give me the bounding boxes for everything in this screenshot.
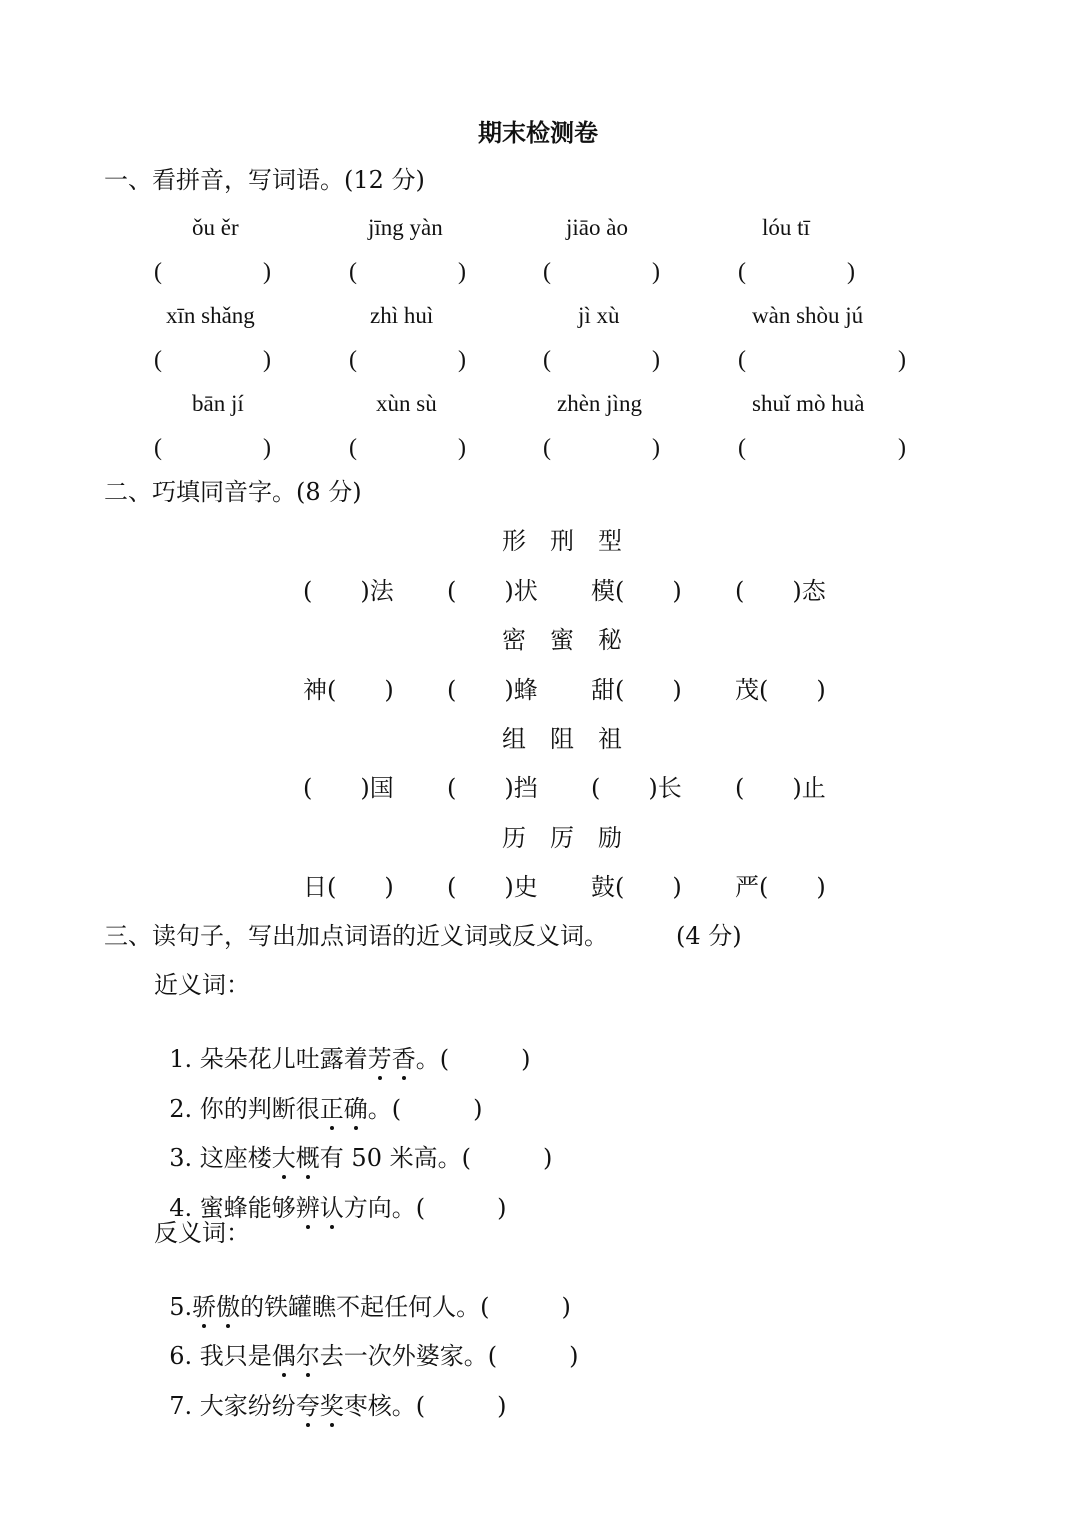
homophone-blank[interactable]: 鼓( ) <box>591 873 682 901</box>
dotted-word <box>296 1392 344 1420</box>
section-3-heading: 三、读句子，写出加点词语的近义词或反义词。 <box>104 922 608 950</box>
answer-blank[interactable]: 枣核。( ) <box>343 1392 507 1420</box>
sentence-text: 6. 我只是 <box>169 1342 272 1370</box>
pinyin-label: shuǐ mò huà <box>752 391 865 416</box>
pinyin-label: jì xù <box>578 303 620 328</box>
dotted-char: 偶 <box>271 1342 296 1370</box>
answer-blank-close: ) <box>898 347 906 373</box>
homophone-blank[interactable]: ( )法 <box>303 577 394 605</box>
dotted-char: 尔 <box>295 1342 320 1370</box>
dotted-char: 辨 <box>295 1194 320 1222</box>
pinyin-label: lóu tī <box>762 215 810 240</box>
homophone-blank[interactable]: ( )蜂 <box>447 676 538 704</box>
homophone-blank[interactable]: ( )态 <box>735 577 826 605</box>
dotted-word <box>296 1194 344 1222</box>
page-title: 期末检测卷 <box>478 118 598 147</box>
homophone-blank[interactable]: ( )挡 <box>447 774 538 802</box>
homophone-blank[interactable]: ( )止 <box>735 774 826 802</box>
section-3-score: (4 分) <box>676 922 742 950</box>
answer-blank-open[interactable]: ( <box>349 435 357 461</box>
antonyms-label: 反义词： <box>154 1219 250 1247</box>
dotted-char: 骄 <box>192 1293 217 1321</box>
pinyin-label: wàn shòu jú <box>752 303 864 328</box>
answer-blank[interactable]: 有 50 米高。( ) <box>319 1144 553 1172</box>
answer-blank-open[interactable]: ( <box>738 259 746 285</box>
sentence-item <box>154 1073 483 1121</box>
answer-blank-open[interactable]: ( <box>349 259 357 285</box>
answer-blank-open[interactable]: ( <box>543 259 551 285</box>
dotted-char: 大 <box>271 1144 296 1172</box>
dotted-char: 香 <box>391 1045 416 1073</box>
answer-blank[interactable]: 去一次外婆家。( ) <box>319 1342 579 1370</box>
answer-blank-close: ) <box>847 259 855 285</box>
dotted-char: 芳 <box>367 1045 392 1073</box>
answer-blank-open[interactable]: ( <box>738 347 746 373</box>
dotted-word <box>320 1095 368 1123</box>
sentence-item <box>154 1023 531 1071</box>
sentence-item <box>154 1370 507 1418</box>
sentence-text: 2. 你的判断很 <box>169 1095 320 1123</box>
sentence-item <box>154 1122 552 1170</box>
homophone-group: 历 厉 励 <box>502 824 622 852</box>
homophone-blank[interactable]: 神( ) <box>303 676 394 704</box>
dotted-char: 概 <box>295 1144 320 1172</box>
pinyin-label: bān jí <box>192 391 244 416</box>
answer-blank-open[interactable]: ( <box>154 259 162 285</box>
homophone-group: 形 刑 型 <box>502 527 622 555</box>
answer-blank-close: ) <box>458 259 466 285</box>
pinyin-label: zhì huì <box>370 303 434 328</box>
answer-blank[interactable]: 。( ) <box>367 1095 483 1123</box>
section-1-heading: 一、看拼音，写词语。(12 分) <box>104 166 425 194</box>
sentence-text: 7. 大家纷纷 <box>169 1392 296 1420</box>
answer-blank-open[interactable]: ( <box>154 347 162 373</box>
homophone-blank[interactable]: 日( ) <box>303 873 394 901</box>
pinyin-label: jiāo ào <box>566 215 628 240</box>
answer-blank-close: ) <box>898 435 906 461</box>
sentence-text: 5. <box>169 1293 193 1321</box>
answer-blank-close: ) <box>263 435 271 461</box>
pinyin-label: xīn shǎng <box>166 303 255 328</box>
homophone-blank[interactable]: ( )史 <box>447 873 538 901</box>
homophone-blank[interactable]: 茂( ) <box>735 676 826 704</box>
answer-blank-close: ) <box>458 347 466 373</box>
sentence-text: 3. 这座楼 <box>169 1144 272 1172</box>
dotted-word <box>192 1293 240 1321</box>
sentence-item <box>154 1271 571 1319</box>
pinyin-label: xùn sù <box>376 391 437 416</box>
answer-blank-close: ) <box>458 435 466 461</box>
dotted-char: 确 <box>343 1095 368 1123</box>
sentence-text: 1. 朵朵花儿吐露着 <box>169 1045 368 1073</box>
dotted-char: 奖 <box>319 1392 344 1420</box>
homophone-group: 组 阻 祖 <box>502 725 622 753</box>
homophone-blank[interactable]: ( )国 <box>303 774 394 802</box>
answer-blank[interactable]: 的铁罐瞧不起任何人。( ) <box>240 1293 571 1321</box>
dotted-word <box>272 1144 320 1172</box>
answer-blank-close: ) <box>652 347 660 373</box>
homophone-blank[interactable]: 甜( ) <box>591 676 682 704</box>
dotted-char: 傲 <box>216 1293 241 1321</box>
section-2-heading: 二、巧填同音字。(8 分) <box>104 478 362 506</box>
pinyin-label: zhèn jìng <box>557 391 642 416</box>
pinyin-label: jīng yàn <box>368 215 443 240</box>
sentence-item <box>154 1320 579 1368</box>
answer-blank-open[interactable]: ( <box>738 435 746 461</box>
sentence-text: 4. 蜜蜂能够 <box>169 1194 296 1222</box>
answer-blank-close: ) <box>652 259 660 285</box>
answer-blank[interactable]: 方向。( ) <box>343 1194 507 1222</box>
dotted-char: 正 <box>319 1095 344 1123</box>
homophone-blank[interactable]: ( )状 <box>447 577 538 605</box>
answer-blank-close: ) <box>263 347 271 373</box>
synonyms-label: 近义词： <box>154 971 250 999</box>
answer-blank-open[interactable]: ( <box>349 347 357 373</box>
dotted-char: 认 <box>319 1194 344 1222</box>
sentence-item <box>154 1172 507 1220</box>
homophone-blank[interactable]: ( )长 <box>591 774 682 802</box>
pinyin-label: ǒu ěr <box>192 215 239 240</box>
dotted-char: 夸 <box>295 1392 320 1420</box>
answer-blank-close: ) <box>263 259 271 285</box>
dotted-word <box>368 1045 416 1073</box>
answer-blank-open[interactable]: ( <box>543 347 551 373</box>
homophone-blank[interactable]: 严( ) <box>735 873 826 901</box>
answer-blank-open[interactable]: ( <box>543 435 551 461</box>
answer-blank-close: ) <box>652 435 660 461</box>
answer-blank[interactable]: 。( ) <box>415 1045 531 1073</box>
dotted-word <box>272 1342 320 1370</box>
answer-blank-open[interactable]: ( <box>154 435 162 461</box>
homophone-blank[interactable]: 模( ) <box>591 577 682 605</box>
homophone-group: 密 蜜 秘 <box>502 626 622 654</box>
